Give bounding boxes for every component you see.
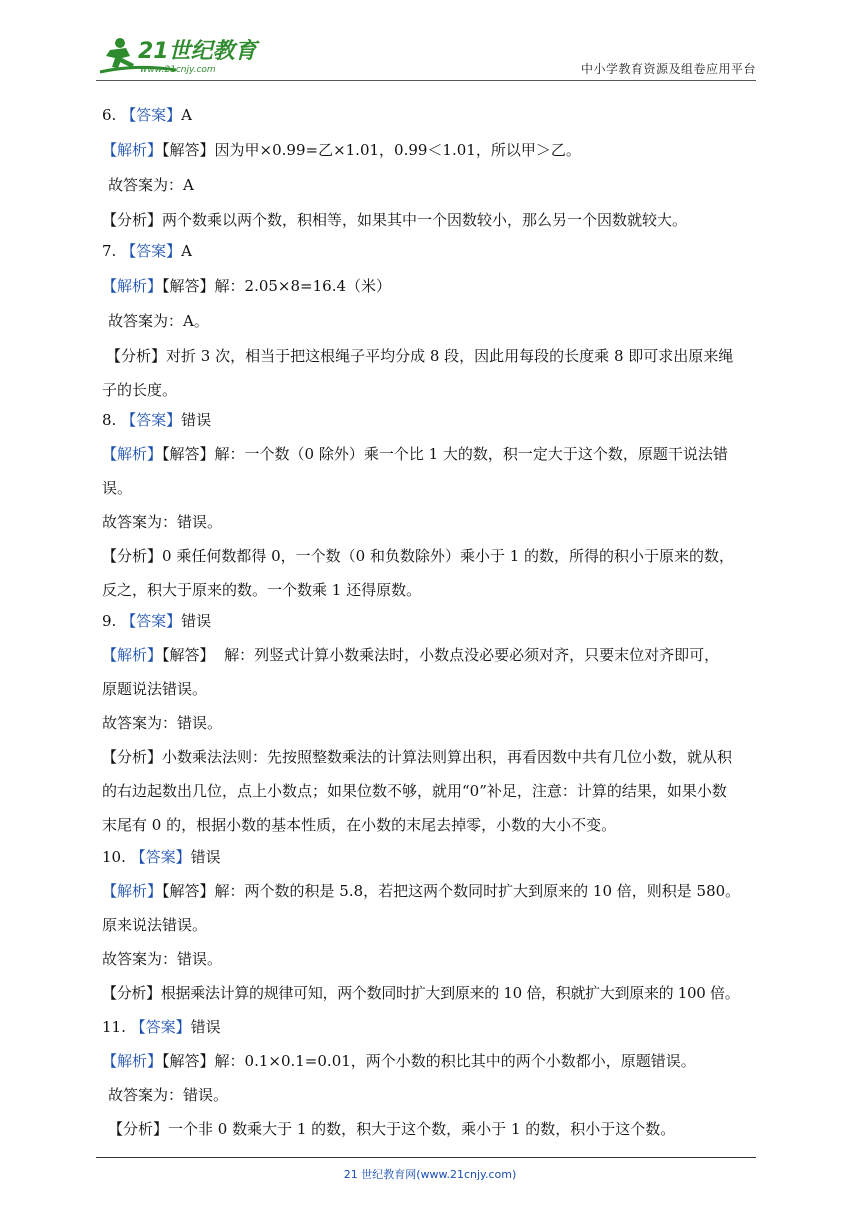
analysis-tag: 【解析】 — [102, 882, 163, 900]
comment-text: 小数乘法法则：先按照整数乘法的计算法则算出积，再看因数中共有几位小数，就从积 — [162, 748, 733, 766]
item-number: 10. — [102, 848, 126, 866]
conclusion-text: 故答案为：错误。 — [108, 1086, 229, 1104]
logo-text: 21世纪教育 — [138, 39, 257, 64]
conclusion-text: 故答案为：A。 — [108, 312, 209, 330]
analysis-text: 解：两个数的积是 5.8，若把这两个数同时扩大到原来的 10 倍，则积是 580。 — [214, 882, 741, 900]
comment-tag: 【分析】 — [106, 347, 167, 365]
item-6 — [102, 104, 762, 231]
answer-tag: 【答案】 — [121, 106, 182, 124]
answer-value: 错误 — [181, 411, 212, 429]
solution-tag: 【解答】 — [162, 141, 215, 159]
item-7 — [102, 240, 762, 401]
comment-text-continued: 末尾有 0 的，根据小数的基本性质，在小数的末尾去掉零，小数的大小不变。 — [102, 816, 617, 834]
item-9 — [102, 610, 762, 836]
comment-tag: 【分析】 — [102, 748, 163, 766]
comment-text: 对折 3 次，相当于把这根绳子平均分成 8 段，因此用每段的长度乘 8 即可求出原来绳 — [166, 347, 734, 365]
comment-text-continued: 子的长度。 — [102, 381, 178, 399]
solution-tag: 【解答】 — [162, 277, 215, 295]
analysis-text: 解：一个数（0 除外）乘一个比 1 大的数，积一定大于这个数，原题干说法错 — [214, 445, 728, 463]
comment-tag: 【分析】 — [102, 211, 163, 229]
analysis-tag: 【解析】 — [102, 141, 163, 159]
answer-value: A — [181, 242, 192, 260]
analysis-tag: 【解析】 — [102, 277, 163, 295]
comment-text-continued: 反之，积大于原来的数。一个数乘 1 还得原数。 — [102, 581, 422, 599]
analysis-tag: 【解析】 — [102, 646, 163, 664]
comment-text: 两个数乘以两个数，积相等，如果其中一个因数较小，那么另一个因数就较大。 — [162, 211, 688, 229]
solution-tag: 【解答】 — [162, 445, 215, 463]
comment-text: 一个非 0 数乘大于 1 的数，积大于这个数，乘小于 1 的数，积小于这个数。 — [168, 1120, 676, 1138]
analysis-text: 解：2.05×8=16.4（米） — [214, 277, 392, 295]
comment-text-continued: 的右边起数出几位，点上小数点；如果位数不够，就用“0”补足，注意：计算的结果，如果小数 — [102, 782, 727, 800]
conclusion-text: 故答案为：错误。 — [102, 950, 223, 968]
comment-text: 根据乘法计算的规律可知，两个数同时扩大到原来的 10 倍，积就扩大到原来的 100 倍。 — [160, 984, 740, 1002]
item-10 — [102, 846, 762, 1004]
comment-tag: 【分析】 — [102, 984, 161, 1002]
logo — [96, 34, 266, 78]
analysis-text-continued: 原题说法错误。 — [102, 680, 208, 698]
page-header — [96, 34, 756, 80]
footer-site[interactable]: 21 世纪教育网(www.21cnjy.com) — [343, 1168, 517, 1181]
analysis-text-continued: 原来说法错误。 — [102, 916, 208, 934]
item-number: 11. — [102, 1018, 126, 1036]
conclusion-text: 故答案为：错误。 — [102, 714, 223, 732]
answer-tag: 【答案】 — [130, 848, 191, 866]
answer-tag: 【答案】 — [130, 1018, 191, 1036]
answer-tag: 【答案】 — [121, 612, 182, 630]
header-divider — [96, 80, 756, 81]
analysis-text-continued: 误。 — [102, 479, 133, 497]
answer-tag: 【答案】 — [121, 242, 182, 260]
comment-tag: 【分析】 — [102, 547, 163, 565]
header-platform-name: 中小学教育资源及组卷应用平台 — [580, 62, 756, 76]
analysis-tag: 【解析】 — [102, 445, 163, 463]
item-8 — [102, 409, 762, 601]
item-number: 8. — [102, 411, 117, 429]
answer-value: 错误 — [190, 1018, 221, 1036]
item-number: 6. — [102, 106, 117, 124]
footer-divider — [96, 1157, 756, 1158]
comment-text: 0 乘任何数都得 0，一个数（0 和负数除外）乘小于 1 的数，所得的积小于原来的数， — [162, 547, 735, 565]
solution-tag: 【解答】 — [162, 646, 215, 664]
answer-value: A — [181, 106, 192, 124]
analysis-text: 因为甲×0.99=乙×1.01，0.99＜1.01，所以甲＞乙。 — [214, 141, 581, 159]
analysis-text: 解：0.1×0.1=0.01，两个小数的积比其中的两个小数都小，原题错误。 — [214, 1052, 696, 1070]
item-11 — [102, 1016, 762, 1140]
comment-tag: 【分析】 — [108, 1120, 169, 1138]
analysis-tag: 【解析】 — [102, 1052, 163, 1070]
solution-tag: 【解答】 — [162, 882, 215, 900]
item-number: 7. — [102, 242, 117, 260]
conclusion-text: 故答案为：A — [108, 176, 194, 194]
answer-value: 错误 — [181, 612, 212, 630]
solution-tag: 【解答】 — [162, 1052, 215, 1070]
logo-url: www.21cnjy.com — [140, 65, 216, 75]
answer-value: 错误 — [190, 848, 221, 866]
item-number: 9. — [102, 612, 117, 630]
conclusion-text: 故答案为：错误。 — [102, 513, 223, 531]
analysis-text: 解：列竖式计算小数乘法时，小数点没必要必须对齐，只要末位对齐即可， — [214, 646, 720, 664]
answer-tag: 【答案】 — [121, 411, 182, 429]
